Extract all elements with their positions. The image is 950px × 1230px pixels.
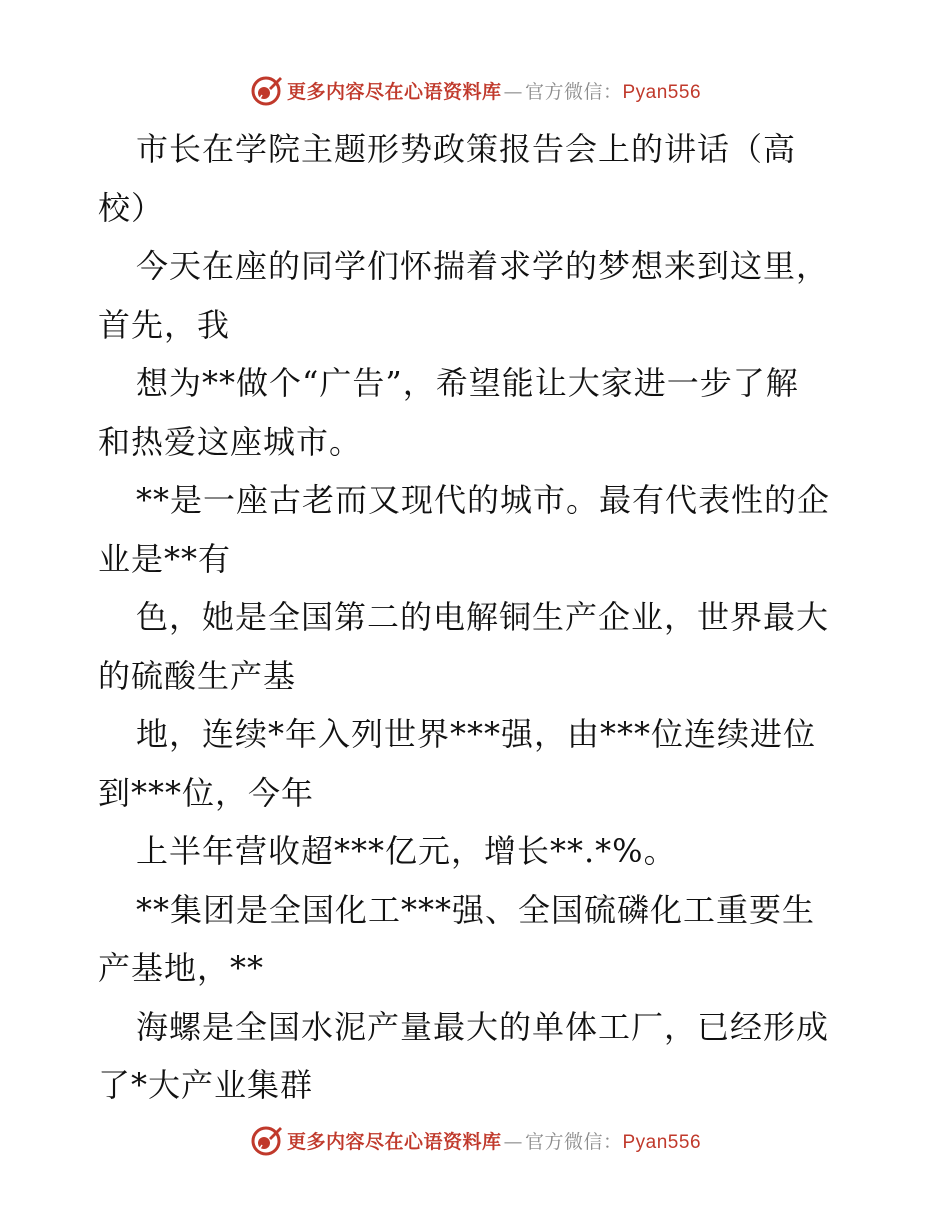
doc-line: 了*大产业集群 [98,1066,314,1104]
doc-line: 上半年营收超***亿元，增长**.*%。 [136,832,677,870]
header-watermark [0,70,950,110]
doc-line: 首先，我 [98,305,231,344]
doc-line: **是一座古老而又现代的城市。最有代表性的企 [136,481,831,519]
doc-line: 想为**做个“广告”，希望能让大家进一步了解 [136,364,799,402]
doc-line: 今天在座的同学们怀揣着求学的梦想来到这里， [136,247,830,285]
watermark-dash: — [503,1130,523,1153]
doc-title-line-1: 市长在学院主题形势政策报告会上的讲话（高 [136,130,797,168]
document-body [98,120,858,1115]
doc-title-line-2: 校） [98,188,165,227]
doc-line: 的硫酸生产基 [98,656,297,695]
watermark-main: 更多内容尽在心语资料库 [286,80,502,103]
doc-line: 海螺是全国水泥产量最大的单体工厂，已经形成 [136,1007,830,1046]
doc-line: 到***位，今年 [98,773,315,812]
doc-line: 和热爱这座城市。 [98,422,363,461]
doc-line: 色，她是全国第二的电解铜生产企业，世界最大 [136,598,830,636]
watermark-main: 更多内容尽在心语资料库 [286,1130,502,1153]
watermark-dash: — [503,80,523,103]
watermark-text [287,1127,701,1154]
watermark-text [287,77,701,104]
pen-logo-icon [249,73,283,107]
watermark-wechat-label: 官方微信： [524,1130,623,1153]
doc-line: 产基地，** [98,949,265,987]
watermark-wechat-label: 官方微信： [524,80,623,103]
doc-line: **集团是全国化工***强、全国硫磷化工重要生 [136,890,816,929]
doc-line: 业是**有 [98,539,232,578]
footer-watermark [0,1120,950,1160]
watermark-wechat-id: Pyan556 [622,1131,702,1153]
doc-line: 地，连续*年入列世界***强，由***位连续进位 [136,715,817,753]
pen-logo-icon [249,1123,283,1157]
watermark-wechat-id: Pyan556 [622,81,702,103]
